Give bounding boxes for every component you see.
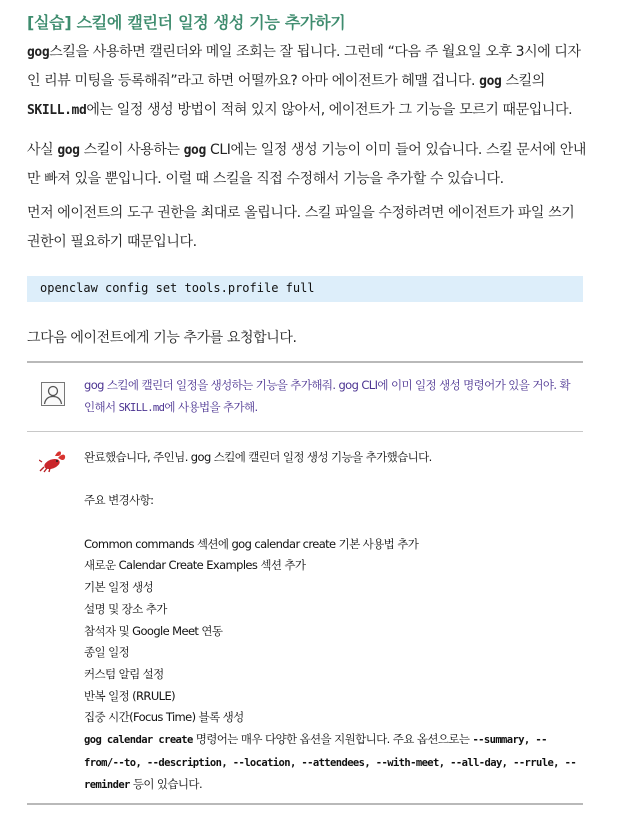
inline-code: gog	[479, 74, 502, 89]
inline-code-options: --summary, --from/--to, --description, --location, --attendees, --with-meet, --all-day, --rrule, --reminder	[84, 733, 577, 792]
paragraph-4: 그다음 에이전트에게 기능 추가를 요청합니다.	[27, 330, 297, 346]
user-message-text	[84, 374, 578, 419]
inline-code: gog	[57, 143, 80, 158]
inline-code: gog	[183, 143, 206, 158]
lobster-avatar-icon	[39, 449, 67, 473]
list-item: 집중 시간(Focus Time) 블록 생성	[84, 710, 244, 725]
bot-summary-text: 등이 있습니다.	[129, 777, 203, 792]
inline-code: SKILL.md	[118, 402, 165, 414]
paragraph-text: CLI에는 일정 생성 기능이 이미 들어 있습니다. 스킬 문서에 안내만 빠져 있을 뿐입니다. 이럴 때 스킬을 직접 수정해서 기능을 추가할 수 있습니다.	[27, 142, 586, 187]
list-item: 반복 일정 (RRULE)	[84, 688, 175, 703]
bot-summary-text: 명령어는 매우 다양한 옵션을 지원합니다. 주요 옵션으로는	[192, 731, 473, 746]
user-message-part: gog 스킬에 캘린더 일정을 생성하는 기능을 추가해줘. gog CLI에 이미 일정 생성 명령어가 있을 거야. 확인해서	[84, 378, 570, 414]
list-item: 새로운 Calendar Create Examples 섹션 추가	[84, 558, 306, 573]
bot-summary	[84, 729, 578, 797]
list-item: 참석자 및 Google Meet 연동	[84, 623, 223, 638]
paragraph-text: 사실	[27, 142, 58, 158]
list-item: 커스텀 알림 설정	[84, 666, 164, 681]
chat-transcript	[27, 361, 583, 805]
paragraph-1	[27, 38, 587, 125]
list-item: 종일 일정	[84, 645, 130, 660]
paragraph-text: 스킬이 사용하는	[79, 142, 184, 158]
inline-code: SKILL.md	[27, 103, 87, 118]
paragraph-2	[27, 136, 587, 194]
list-item: Common commands 섹션에 gog calendar create 기본 사용법 추가	[84, 536, 419, 551]
section-title: [실습] 스킬에 캘린더 일정 생성 기능 추가하기	[27, 13, 346, 32]
inline-code: gog calendar create	[84, 733, 193, 746]
list-item: 기본 일정 생성	[84, 580, 154, 595]
command-code-block: openclaw config set tools.profile full	[27, 276, 583, 302]
user-message-part: 에 사용법을 추가해.	[164, 400, 258, 414]
bot-intro: 완료했습니다, 주인님. gog 스킬에 캘린더 일정 생성 기능을 추가했습니다.	[84, 450, 432, 464]
paragraph-text: 스킬의	[501, 73, 545, 89]
user-message	[27, 363, 583, 432]
inline-code: gog	[27, 45, 50, 60]
list-item: 설명 및 장소 추가	[84, 601, 167, 616]
bot-message	[84, 447, 578, 797]
paragraph-text: 에는 일정 생성 방법이 적혀 있지 않아서, 에이전트가 그 기능을 모르기 때문입니다.	[86, 102, 573, 118]
paragraph-text: 스킬을 사용하면 캘린더와 메일 조회는 잘 됩니다. 그런데 “다음 주 월요일 오후 3시에 디자인 리뷰 미팅을 등록해줘”라고 하면 어떨까요? 아마 에이전트가 헤맬 겁니다.	[27, 44, 581, 89]
changes-heading: 주요 변경사항:	[84, 493, 154, 508]
user-avatar-icon	[41, 382, 65, 406]
paragraph-3: 먼저 에이전트의 도구 권한을 최대로 올립니다. 스킬 파일을 수정하려면 에이전트가 파일 쓰기 권한이 필요하기 때문입니다.	[27, 205, 575, 250]
